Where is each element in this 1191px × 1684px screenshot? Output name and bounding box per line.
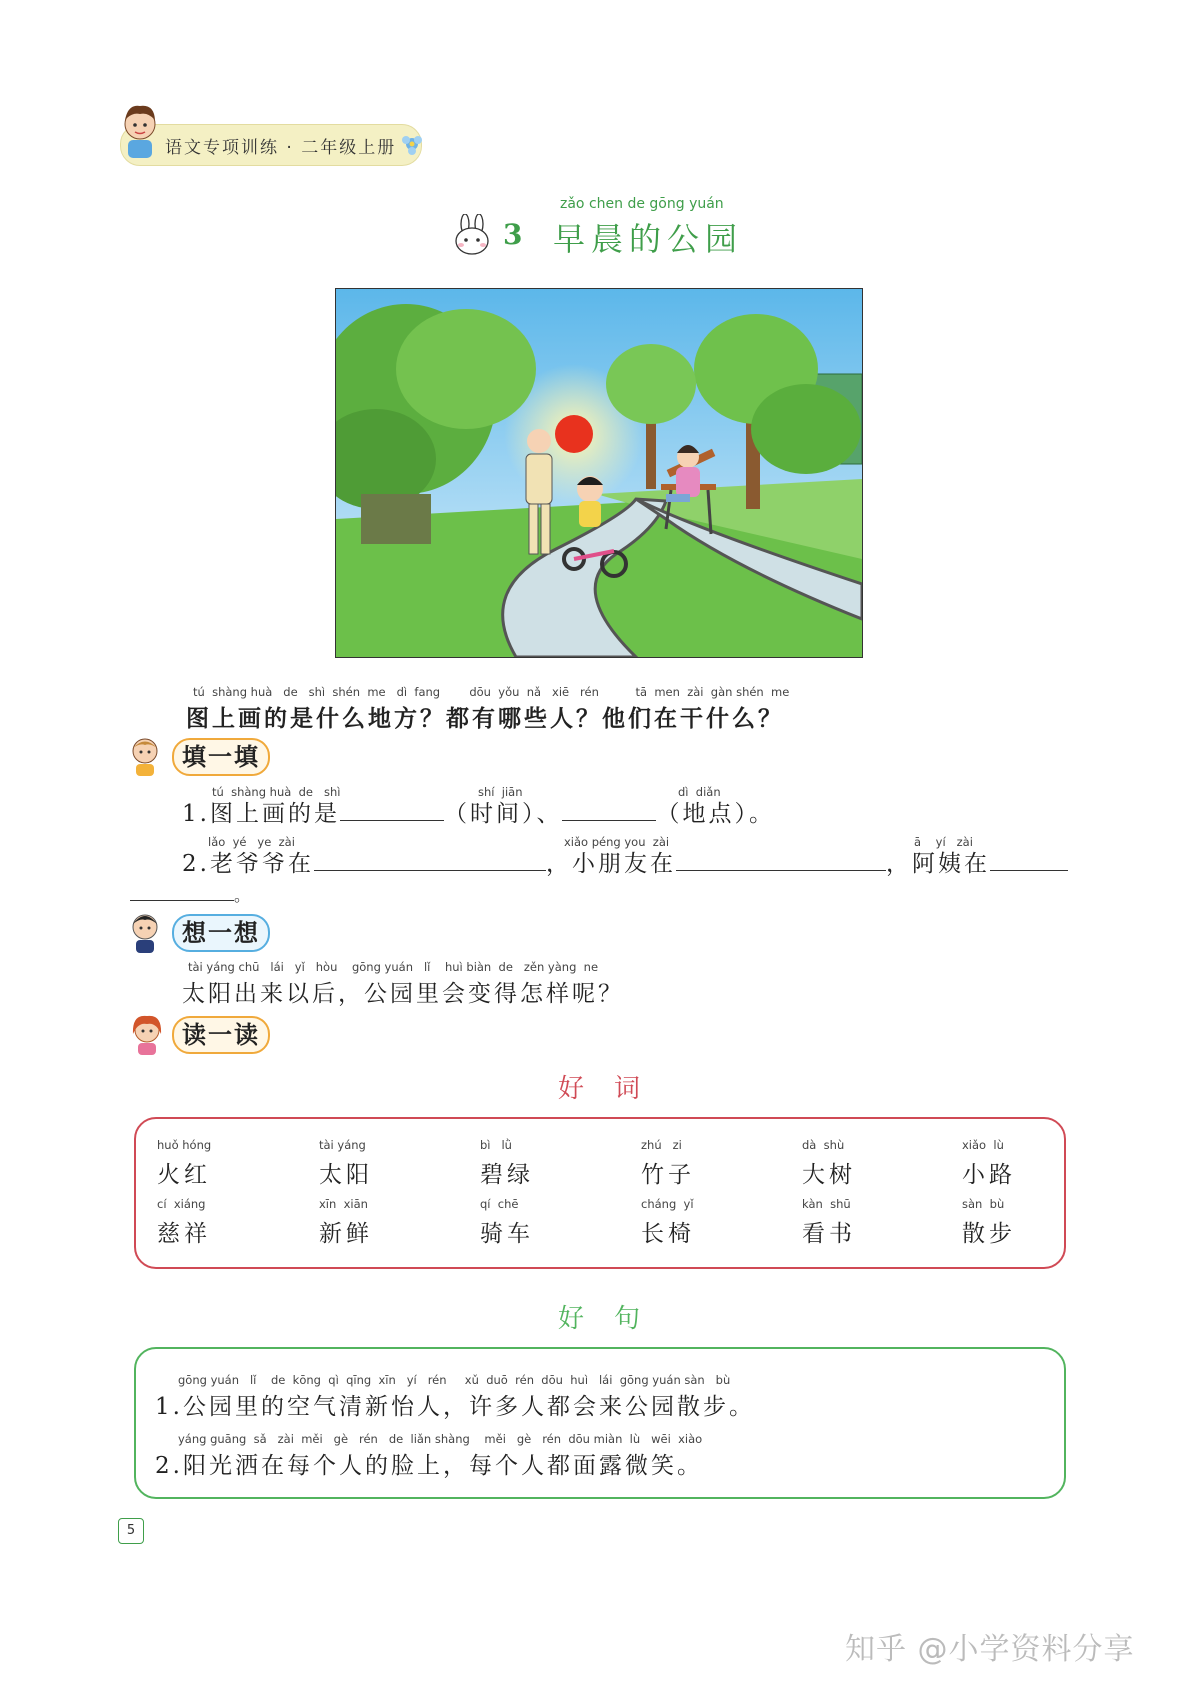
fill-line1-b: （时间）、 bbox=[443, 801, 563, 827]
good-word-pinyin: cháng yǐ bbox=[641, 1197, 694, 1211]
good-word-pinyin: qí chē bbox=[480, 1197, 519, 1211]
blank-time[interactable] bbox=[340, 798, 444, 821]
good-word-pinyin: sàn bù bbox=[962, 1197, 1005, 1211]
good-word bbox=[480, 1138, 534, 1189]
fill-line2-pinyin-c: ā yí zài bbox=[914, 835, 973, 849]
good-word bbox=[641, 1197, 695, 1248]
good-word-pinyin: tài yáng bbox=[319, 1138, 366, 1152]
think-section-title: 想一想 bbox=[172, 914, 270, 952]
fill-line1-pinyin-b: shí jiān bbox=[478, 785, 523, 799]
fill-line2-b: ，小朋友在 bbox=[545, 851, 676, 877]
good-word-hanzi: 小路 bbox=[962, 1162, 1016, 1188]
good-word-hanzi: 慈祥 bbox=[157, 1221, 211, 1247]
good-word bbox=[962, 1138, 1016, 1189]
good-word bbox=[157, 1197, 211, 1248]
good-word bbox=[319, 1197, 373, 1248]
bunny-icon bbox=[452, 214, 492, 256]
fill-line2-a: 2.老爷爷在 bbox=[182, 851, 314, 877]
good-word-pinyin: cí xiáng bbox=[157, 1197, 206, 1211]
good-word-hanzi: 竹子 bbox=[641, 1162, 695, 1188]
good-words-box bbox=[134, 1117, 1066, 1269]
banner-text: 语文专项训练 · 二年级上册 bbox=[165, 138, 397, 158]
good-word bbox=[802, 1197, 856, 1248]
fill-line2-pinyin-a: lǎo yé ye zài bbox=[208, 835, 295, 849]
blank-place[interactable] bbox=[562, 798, 656, 821]
good-word bbox=[319, 1138, 373, 1189]
watermark: 知乎 @小学资料分享 bbox=[845, 1632, 1135, 1667]
good-word-hanzi: 大树 bbox=[802, 1162, 856, 1188]
good-sentences-heading: 好句 bbox=[558, 1304, 671, 1334]
good-word-pinyin: zhú zi bbox=[641, 1138, 682, 1152]
fill-section-title: 填一填 bbox=[172, 738, 270, 776]
blank-aunt[interactable] bbox=[990, 848, 1068, 871]
fill-line1-pinyin-a: tú shàng huà de shì bbox=[212, 785, 341, 799]
fill-line2-end: 。 bbox=[234, 886, 254, 905]
boy-dark-hair-icon bbox=[128, 910, 162, 954]
sentence-1: 1.公园里的空气清新怡人，许多人都会来公园散步。 bbox=[155, 1394, 755, 1420]
think-text: 太阳出来以后，公园里会变得怎样呢？ bbox=[182, 981, 624, 1007]
good-word-hanzi: 太阳 bbox=[319, 1162, 373, 1188]
flower-icon bbox=[398, 130, 426, 158]
blank-child[interactable] bbox=[676, 848, 886, 871]
question-text: 图上画的是什么地方？都有哪些人？他们在干什么？ bbox=[186, 705, 784, 732]
good-word-pinyin: xīn xiān bbox=[319, 1197, 368, 1211]
page-number: 5 bbox=[118, 1518, 144, 1544]
sentence-2: 2.阳光洒在每个人的脸上，每个人都面露微笑。 bbox=[155, 1453, 703, 1479]
fill-line-2-cont bbox=[130, 878, 253, 907]
question-pinyin: tú shàng huà de shì shén me dì fang dōu yǒu nǎ xiē rén tā men zài gàn shén me bbox=[193, 685, 790, 699]
sentence-2-pinyin: yáng guāng sǎ zài měi gè rén de liǎn shàng měi gè rén dōu miàn lù wēi xiào bbox=[178, 1432, 703, 1446]
good-word-pinyin: bì lǜ bbox=[480, 1138, 512, 1152]
fill-line-1 bbox=[182, 795, 775, 828]
fill-line1-c: （地点）。 bbox=[656, 801, 775, 827]
sentence-1-pinyin: gōng yuán lǐ de kōng qì qīng xīn yí rén xǔ duō rén dōu huì lái gōng yuán sàn bù bbox=[178, 1373, 731, 1387]
blank-grandpa[interactable] bbox=[314, 848, 546, 871]
good-word-hanzi: 新鲜 bbox=[319, 1221, 373, 1247]
good-word-hanzi: 看书 bbox=[802, 1221, 856, 1247]
lesson-number: 3 bbox=[503, 218, 523, 251]
fill-line-2 bbox=[182, 845, 1068, 878]
good-word bbox=[480, 1197, 534, 1248]
good-word-pinyin: huǒ hóng bbox=[157, 1138, 212, 1152]
good-word-pinyin: dà shù bbox=[802, 1138, 845, 1152]
page-title: 早晨的公园 bbox=[553, 220, 744, 258]
good-word bbox=[641, 1138, 695, 1189]
girl-icon bbox=[128, 1012, 166, 1056]
good-word-hanzi: 长椅 bbox=[641, 1221, 695, 1247]
title-pinyin: zǎo chen de gōng yuán bbox=[560, 196, 724, 212]
boy-mascot-icon bbox=[118, 98, 162, 162]
read-section-title: 读一读 bbox=[172, 1016, 270, 1054]
good-word-hanzi: 散步 bbox=[962, 1221, 1016, 1247]
blank-aunt-cont[interactable] bbox=[130, 878, 234, 901]
fill-line1-a: 1.图上画的是 bbox=[182, 801, 340, 827]
boy-head-icon bbox=[128, 735, 162, 777]
good-word bbox=[802, 1138, 856, 1189]
good-word bbox=[962, 1197, 1016, 1248]
good-word bbox=[157, 1138, 211, 1189]
think-pinyin: tài yáng chū lái yǐ hòu gōng yuán lǐ huì biàn de zěn yàng ne bbox=[188, 960, 599, 974]
good-word-hanzi: 骑车 bbox=[480, 1221, 534, 1247]
good-word-hanzi: 碧绿 bbox=[480, 1162, 534, 1188]
good-words-heading: 好词 bbox=[558, 1074, 671, 1104]
fill-line1-pinyin-c: dì diǎn bbox=[678, 785, 721, 799]
good-word-pinyin: kàn shū bbox=[802, 1197, 851, 1211]
good-word-hanzi: 火红 bbox=[157, 1162, 211, 1188]
fill-line2-pinyin-b: xiǎo péng you zài bbox=[564, 835, 670, 849]
fill-line2-c: ，阿姨在 bbox=[885, 851, 990, 877]
good-word-pinyin: xiǎo lù bbox=[962, 1138, 1004, 1152]
park-illustration bbox=[335, 288, 863, 658]
